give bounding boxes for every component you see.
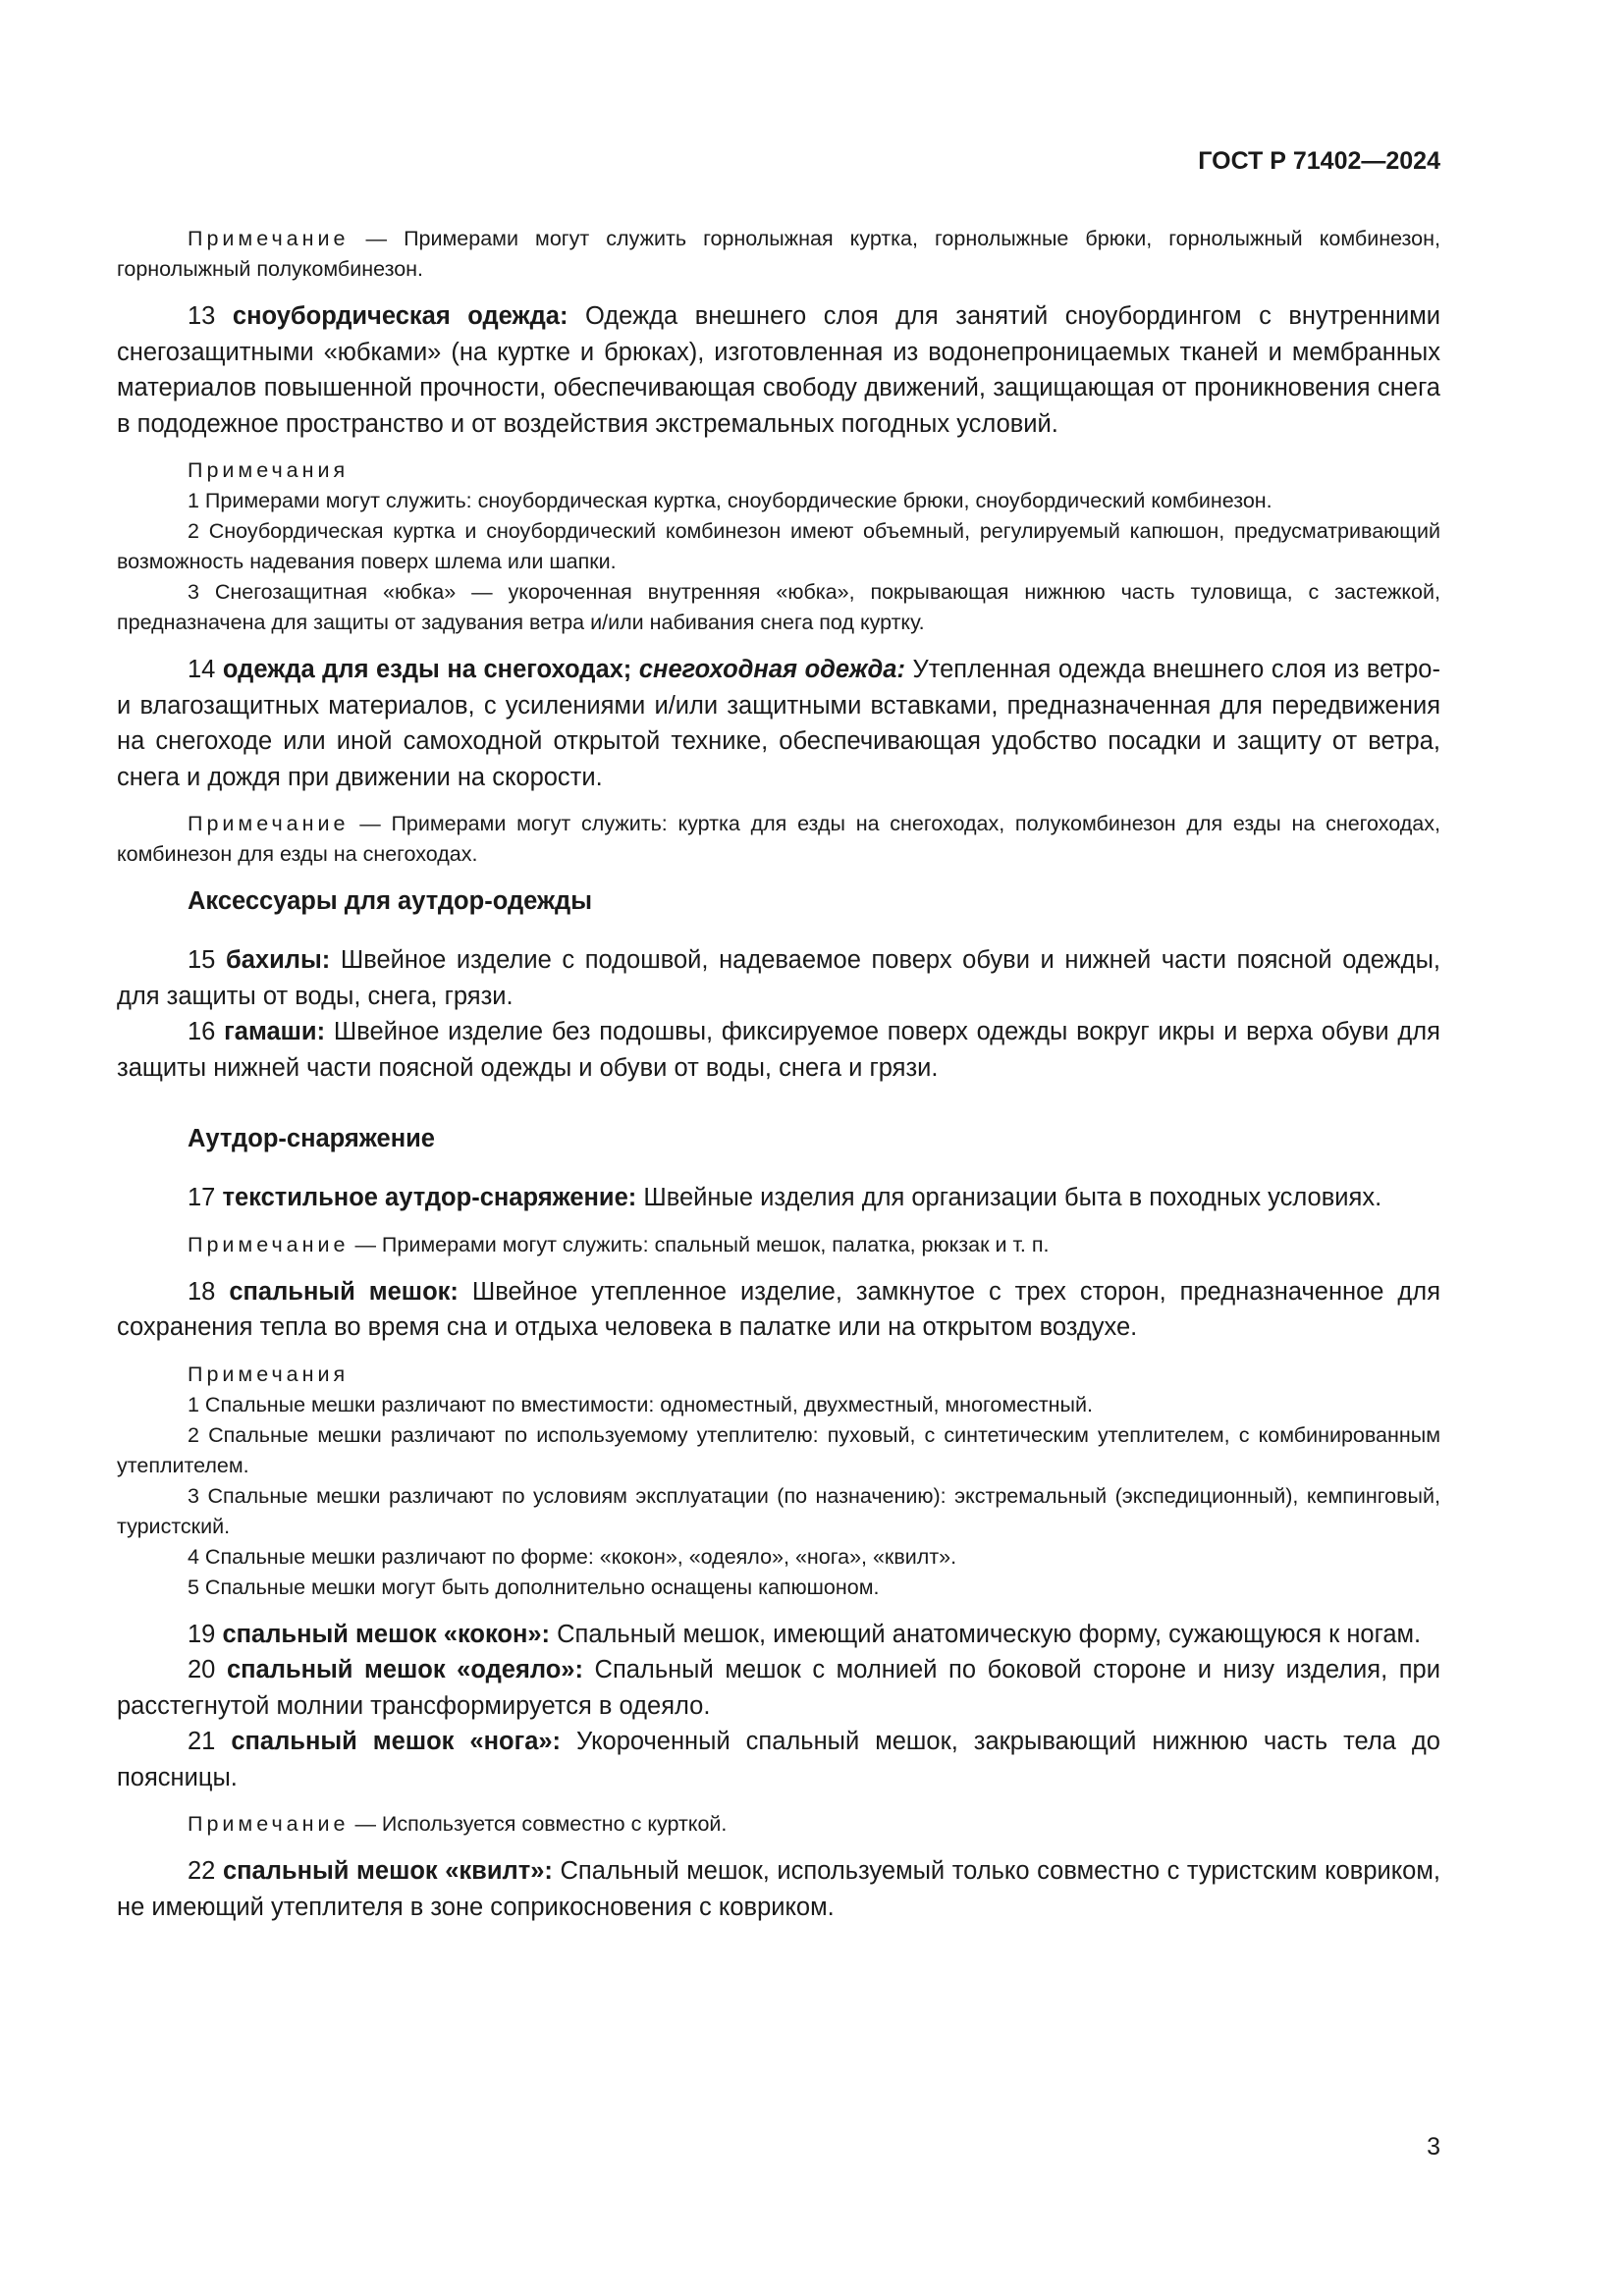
entry-term: одежда для езды на снегоходах;: [222, 656, 632, 683]
note-item: 4 Спальные мешки различают по форме: «кокон», «одеяло», «нога», «квилт».: [188, 1544, 957, 1569]
note-14: [117, 809, 1440, 870]
entry-16: [117, 1014, 1440, 1086]
note-item: 2 Спальные мешки различают по используемому утеплителю: пуховый, с синтетическим утеплителем, с комбинированным утеплителем.: [117, 1422, 1440, 1477]
document-body: [117, 224, 1440, 1925]
entry-term: сноубордическая одежда:: [232, 302, 568, 330]
document-code: ГОСТ Р 71402—2024: [1198, 147, 1440, 175]
entry-term: бахилы:: [225, 946, 331, 974]
note-label: Примечание: [188, 812, 350, 835]
section-heading-equipment: Аутдор-снаряжение: [188, 1125, 435, 1152]
entry-number: 15: [188, 946, 216, 974]
notes-label: Примечания: [188, 458, 350, 482]
entry-term: спальный мешок «одеяло»:: [226, 1656, 583, 1683]
note-item: 1 Спальные мешки различают по вместимости: одноместный, двухместный, многоместный.: [188, 1392, 1093, 1416]
note-label: Примечание: [188, 227, 350, 250]
note-17: [117, 1230, 1440, 1260]
entry-definition: Спальный мешок, используемый только совместно с туристским ковриком, не имеющий утеплителя в зоне соприкосновения с ковриком.: [117, 1857, 1440, 1921]
entry-number: 18: [188, 1277, 216, 1306]
entry-17: [117, 1180, 1440, 1216]
note-item: 3 Спальные мешки различают по условиям эксплуатации (по назначению): экстремальный (экспедиционный), кемпинговый, туристский.: [117, 1483, 1440, 1538]
section-heading-accessories: Аксессуары для аутдор-одежды: [188, 887, 593, 915]
note-label: Примечание: [188, 1232, 350, 1256]
entry-definition: Швейное утепленное изделие, замкнутое с трех сторон, предназначенное для сохранения тепла во время сна и отдыха человека в палатке или на открытом воздухе.: [117, 1277, 1440, 1341]
entry-definition: Швейное изделие без подошвы, фиксируемое поверх одежды вокруг икры и верха обуви для защиты нижней части поясной одежды и обуви от воды, снега и грязи.: [117, 1018, 1440, 1082]
note-item: 3 Снегозащитная «юбка» — укороченная внутренняя «юбка», покрывающая нижнюю часть туловища, с застежкой, предназначена для защиты от задувания ветра и/или набивания снега под куртку.: [117, 580, 1440, 634]
entry-definition: Утепленная одежда внешнего слоя из ветро- и влагозащитных материалов, с усилениями и/или защитными вставками, предназначенная для передвижения на снегоходе или иной самоходной открытой технике, обеспечивающая удобство посадки и защиту от ветра, снега и дождя при движении на скорости.: [117, 656, 1440, 791]
entry-number: 19: [188, 1620, 216, 1648]
entry-19: [117, 1617, 1440, 1653]
entry-21: [117, 1724, 1440, 1795]
entry-18: [117, 1274, 1440, 1346]
note-text: — Используется совместно с курткой.: [354, 1812, 728, 1836]
note-item: 2 Сноубордическая куртка и сноубордический комбинезон имеют объемный, регулируемый капюшон, предусматривающий возможность надевания поверх шлема или шапки.: [117, 519, 1440, 573]
note-text: — Примерами могут служить: спальный мешок, палатка, рюкзак и т. п.: [354, 1232, 1050, 1256]
entry-term: спальный мешок:: [229, 1277, 459, 1306]
entry-number: 17: [188, 1184, 216, 1211]
entry-definition: Одежда внешнего слоя для занятий сноубордингом с внутренними снегозащитными «юбками» (на куртке и брюках), изготовленная из водонепроницаемых тканей и мембранных материалов повышенной прочности, обеспечивающая свободу движений, защищающая от проникновения снега в пододежное пространство и от воздействия экстремальных погодных условий.: [117, 302, 1440, 438]
notes-13: [117, 455, 1440, 638]
entry-term-synonym: снегоходная одежда:: [638, 656, 905, 683]
entry-20: [117, 1652, 1440, 1724]
entry-number: 20: [188, 1656, 216, 1683]
entry-term: спальный мешок «нога»:: [231, 1728, 562, 1755]
entry-number: 16: [188, 1018, 216, 1045]
entry-term: текстильное аутдор-снаряжение:: [222, 1184, 637, 1211]
page-number: 3: [1427, 2133, 1440, 2161]
entry-15: [117, 942, 1440, 1014]
note-item: 1 Примерами могут служить: сноубордическая куртка, сноубордические брюки, сноубордический комбинезон.: [188, 489, 1272, 512]
entry-number: 14: [188, 656, 216, 683]
note-12: [117, 224, 1440, 285]
note-21: [117, 1809, 1440, 1840]
entry-14: [117, 652, 1440, 795]
entry-22: [117, 1853, 1440, 1925]
entry-number: 13: [188, 302, 216, 330]
notes-label: Примечания: [188, 1362, 350, 1386]
note-item: 5 Спальные мешки могут быть дополнительно оснащены капюшоном.: [188, 1575, 880, 1599]
entry-definition: Укороченный спальный мешок, закрывающий нижнюю часть тела до поясницы.: [117, 1728, 1440, 1791]
entry-term: спальный мешок «квилт»:: [222, 1857, 553, 1885]
entry-definition: Швейные изделия для организации быта в походных условиях.: [643, 1184, 1382, 1211]
entry-definition: Спальный мешок, имеющий анатомическую форму, сужающуюся к ногам.: [557, 1620, 1422, 1648]
note-text: — Примерами могут служить горнолыжная куртка, горнолыжные брюки, горнолыжный комбинезон, горнолыжный полукомбинезон.: [117, 227, 1440, 281]
notes-18: [117, 1360, 1440, 1603]
note-label: Примечание: [188, 1812, 350, 1836]
entry-number: 22: [188, 1857, 216, 1885]
entry-number: 21: [188, 1728, 216, 1755]
note-text: — Примерами могут служить: куртка для езды на снегоходах, полукомбинезон для езды на снегоходах, комбинезон для езды на снегоходах.: [117, 812, 1440, 866]
entry-term: гамаши:: [224, 1018, 326, 1045]
entry-13: [117, 298, 1440, 442]
entry-term: спальный мешок «кокон»:: [222, 1620, 551, 1648]
entry-definition: Спальный мешок с молнией по боковой стороне и низу изделия, при расстегнутой молнии трансформируется в одеяло.: [117, 1656, 1440, 1720]
entry-definition: Швейное изделие с подошвой, надеваемое поверх обуви и нижней части поясной одежды, для защиты от воды, снега, грязи.: [117, 946, 1440, 1010]
